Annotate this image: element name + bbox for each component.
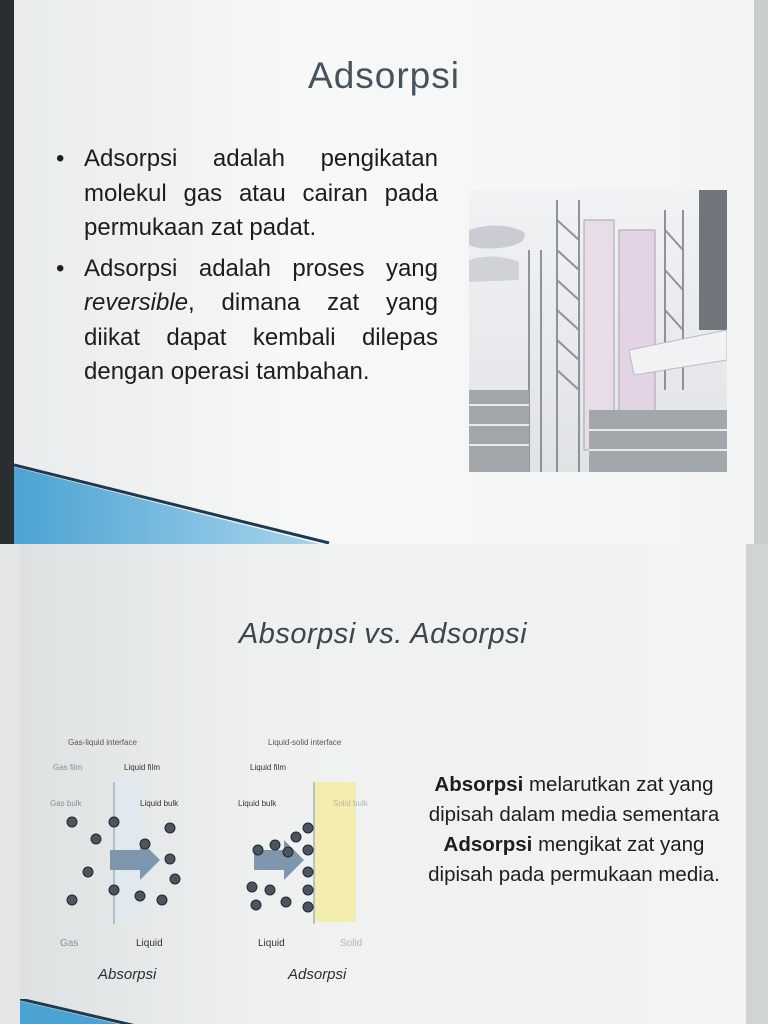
phase-label-left: Gas: [60, 938, 79, 949]
term-adsorpsi: Adsorpsi: [443, 833, 533, 856]
phase-label-right: Liquid: [136, 938, 163, 949]
slide-decor-wave: [20, 999, 746, 1024]
bulk-label-left: Liquid bulk: [238, 799, 277, 808]
screen-edge-right: [754, 0, 768, 544]
bullet-list: [56, 142, 438, 396]
paragraph-text: mengikat zat yang dipisah pada permukaan media.: [428, 833, 720, 886]
comparison-paragraph: [424, 770, 724, 890]
screen-edge-left-lower: [0, 544, 20, 1024]
industrial-plant-photo: [469, 190, 727, 472]
bulk-label-right: Solid bulk: [333, 799, 368, 808]
phase-label-right: Solid: [340, 938, 363, 949]
film-label: Liquid film: [250, 763, 287, 772]
bullet-text-part: Adsorpsi adalah proses yang: [84, 254, 438, 282]
slide-title: Adsorpsi: [308, 55, 460, 96]
interface-label: Liquid-solid interface: [268, 738, 342, 747]
adsorption-caption: Adsorpsi: [288, 966, 347, 983]
bullet-text-part: , dimana zat yang diikat dapat kembali dilepas dengan operasi tambahan.: [84, 289, 438, 385]
bullet-item: [56, 252, 438, 390]
slide-title: Absorpsi vs. Adsorpsi: [238, 618, 528, 650]
slide-decor-wave: [14, 455, 754, 544]
film-label-left: Gas film: [53, 763, 83, 772]
interface-label: Gas-liquid interface: [68, 738, 137, 747]
bulk-label-right: Liquid bulk: [140, 799, 179, 808]
bullet-item: [56, 142, 438, 246]
film-label-right: Liquid film: [124, 763, 161, 772]
bullet-italic-term: reversible: [84, 289, 189, 316]
term-absorpsi: Absorpsi: [434, 773, 524, 796]
screen-edge-right-lower: [746, 544, 768, 1024]
phase-label-left: Liquid: [258, 938, 285, 949]
screen-edge-left: [0, 0, 14, 544]
slide-absorpsi-vs-adsorpsi: [20, 544, 746, 1024]
paragraph-text: melarutkan zat yang dipisah dalam media sementara: [428, 773, 720, 826]
bulk-label-left: Gas bulk: [50, 799, 82, 808]
absorption-caption: Absorpsi: [98, 966, 157, 983]
slide-adsorpsi: [14, 0, 754, 544]
adsorption-diagram: [230, 732, 400, 957]
bullet-text: Adsorpsi adalah pengikatan molekul gas atau cairan pada permukaan zat padat.: [84, 145, 438, 241]
absorption-diagram: [50, 732, 220, 957]
